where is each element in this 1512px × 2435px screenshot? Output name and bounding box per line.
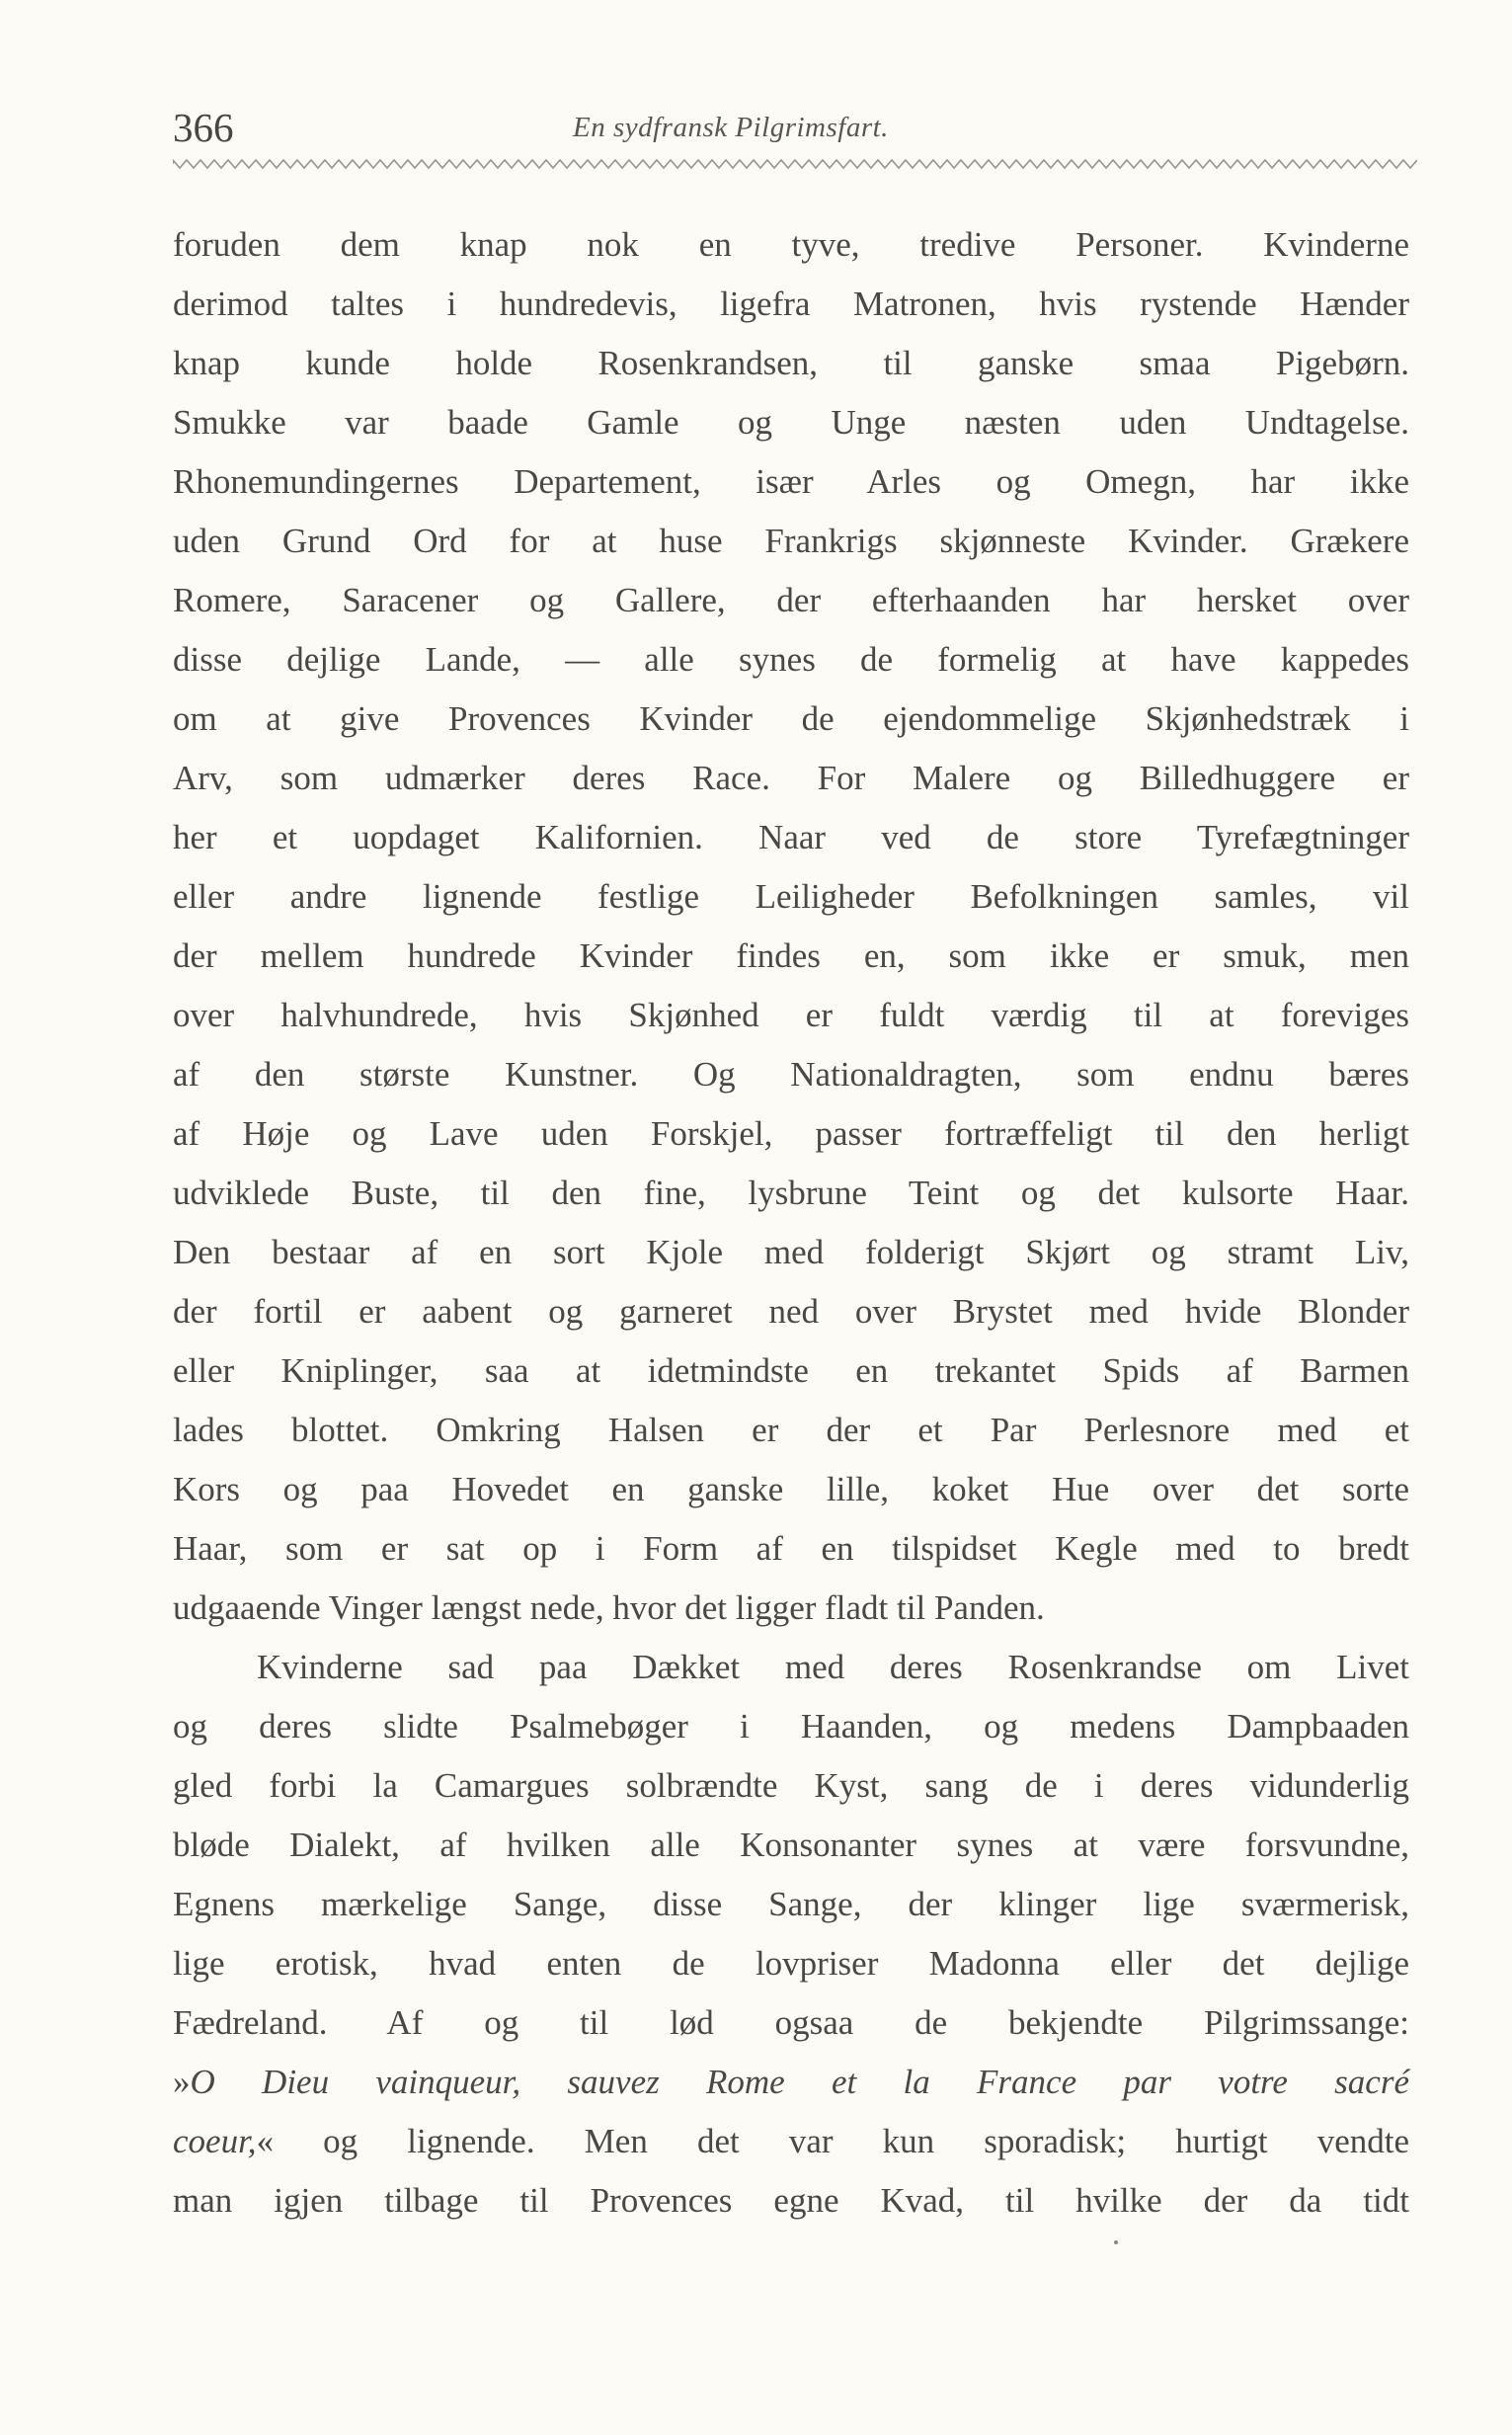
running-title: En sydfransk Pilgrimsfart.	[573, 112, 889, 143]
text-line: disse dejlige Lande, — alle synes de formelig at have kappedes	[173, 640, 1409, 679]
text-line: Rhonemundingernes Departement, især Arles og Omegn, har ikke	[173, 462, 1409, 501]
italic-verse: coeur,	[173, 2122, 257, 2160]
text-line: om at give Provences Kvinder de ejendommelige Skjønhedstræk i	[173, 699, 1409, 738]
text-line: bløde Dialekt, af hvilken alle Konsonanter synes at være forsvundne,	[173, 1826, 1409, 1864]
text-line: og deres slidte Psalmebøger i Haanden, og medens Dampbaaden	[173, 1707, 1409, 1745]
text-line: Arv, som udmærker deres Race. For Malere og Billedhuggere er	[173, 759, 1409, 797]
text-line: der mellem hundrede Kvinder findes en, som ikke er smuk, men	[173, 936, 1409, 975]
italic-verse: O Dieu vainqueur, sauvez Rome et la France par votre sacré	[190, 2063, 1409, 2101]
text-line: uden Grund Ord for at huse Frankrigs skjønneste Kvinder. Grækere	[173, 522, 1409, 560]
text-line: Romere, Saracener og Gallere, der efterhaanden har hersket over	[173, 581, 1409, 619]
text-line: udviklede Buste, til den fine, lysbrune Teint og det kulsorte Haar.	[173, 1174, 1409, 1212]
text-line: man igjen tilbage til Provences egne Kvad, til hvilke der da tidt	[173, 2181, 1409, 2220]
text-line: Haar, som er sat op i Form af en tilspidset Kegle med to bredt	[173, 1529, 1409, 1568]
text-line: her et uopdaget Kalifornien. Naar ved de store Tyrefægtninger	[173, 818, 1409, 856]
stray-mark	[1114, 2240, 1118, 2244]
text-line: foruden dem knap nok en tyve, tredive Personer. Kvinderne	[173, 225, 1409, 264]
page-number: 366	[173, 105, 234, 150]
text-line: Kvinderne sad paa Dækket med deres Rosenkrandse om Livet	[257, 1648, 1409, 1686]
text-line: eller andre lignende festlige Leiligheder Befolkningen samles, vil	[173, 877, 1409, 916]
decorative-rule	[173, 156, 1417, 172]
text-line: Egnens mærkelige Sange, disse Sange, der klinger lige sværmerisk,	[173, 1885, 1409, 1923]
text-line: udgaaende Vinger længst nede, hvor det ligger fladt til Panden.	[173, 1588, 1045, 1627]
text-line: »O Dieu vainqueur, sauvez Rome et la France par votre sacré	[173, 2063, 1409, 2101]
body-text	[173, 215, 1409, 2231]
text-line: eller Kniplinger, saa at idetmindste en trekantet Spids af Barmen	[173, 1351, 1409, 1390]
text-line: af Høje og Lave uden Forskjel, passer fortræffeligt til den herligt	[173, 1114, 1409, 1153]
text-line: af den største Kunstner. Og Nationaldragten, som endnu bæres	[173, 1055, 1409, 1094]
text-line: der fortil er aabent og garneret ned over Brystet med hvide Blonder	[173, 1292, 1409, 1331]
text-line: Smukke var baade Gamle og Unge næsten uden Undtagelse.	[173, 403, 1409, 442]
text-line: over halvhundrede, hvis Skjønhed er fuldt værdig til at foreviges	[173, 996, 1409, 1034]
text-line: Fædreland. Af og til lød ogsaa de bekjendte Pilgrimssange:	[173, 2003, 1409, 2042]
text-line: coeur,« og lignende. Men det var kun sporadisk; hurtigt vendte	[173, 2122, 1409, 2160]
text-line: Den bestaar af en sort Kjole med folderigt Skjørt og stramt Liv,	[173, 1233, 1409, 1271]
text-line: derimod taltes i hundredevis, ligefra Matronen, hvis rystende Hænder	[173, 284, 1409, 323]
text-line: gled forbi la Camargues solbrændte Kyst, sang de i deres vidunderlig	[173, 1766, 1409, 1805]
text-line: knap kunde holde Rosenkrandsen, til ganske smaa Pigebørn.	[173, 344, 1409, 382]
text-line: Kors og paa Hovedet en ganske lille, koket Hue over det sorte	[173, 1470, 1409, 1508]
text-line: lades blottet. Omkring Halsen er der et Par Perlesnore med et	[173, 1411, 1409, 1449]
text-line: lige erotisk, hvad enten de lovpriser Madonna eller det dejlige	[173, 1944, 1409, 1983]
